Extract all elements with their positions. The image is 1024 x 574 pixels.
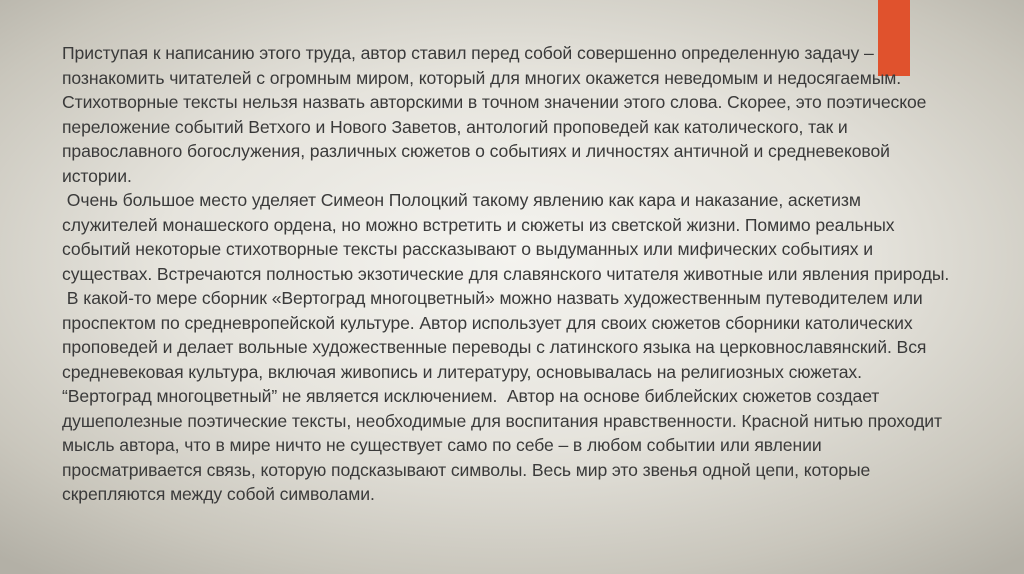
text-line: Очень большое место уделяет Симеон Полоцкий такому явлению как кара и наказание, аскетизм [62, 190, 861, 210]
text-line: познакомить читателей с огромным миром, который для многих окажется неведомым и недосягаемым. [62, 67, 902, 88]
text-line: Стихотворные тексты нельзя назвать авторскими в точном значении этого слова. Скорее, это поэтическое [62, 92, 927, 112]
text-line: В какой-то мере сборник «Вертоград многоцветный» можно назвать художественным путеводителем или [62, 288, 923, 308]
text-line: скрепляются между собой символами. [62, 484, 375, 504]
slide-body-text [62, 41, 1002, 507]
text-line: служителей монашеского ордена, но можно встретить и сюжеты из светской жизни. Помимо реальных [62, 214, 895, 235]
text-line: проповедей и делает вольные художественные переводы с латинского языка на церковнославянский. Вся [62, 337, 927, 357]
text-line: истории. [62, 165, 132, 186]
text-line: просматривается связь, которую подсказывают символы. Весь мир это звенья одной цепи, которые [62, 459, 871, 480]
text-line: “Вертоград многоцветный” не является исключением. Автор на основе библейских сюжетов создает [62, 386, 880, 406]
text-line: мысль автора, что в мире ничто не существует само по себе – в любом событии или явлении [62, 435, 822, 455]
text-line: переложение событий Ветхого и Нового Заветов, антологий проповедей как католического, так и [62, 116, 848, 137]
text-line: проспектом по средневропейской культуре. Автор использует для своих сюжетов сборники католических [62, 312, 913, 333]
text-line: событий некоторые стихотворные тексты рассказывают о выдуманных или мифических событиях и [62, 239, 873, 259]
text-line: средневековая культура, включая живопись и литературу, основывалась на религиозных сюжетах. [62, 361, 862, 382]
text-line: Приступая к написанию этого труда, автор ставил перед собой совершенно определенную задачу – [62, 43, 874, 63]
text-line: существах. Встречаются полностью экзотические для славянского читателя животные или явления природы. [62, 263, 950, 284]
text-line: душеполезные поэтические тексты, необходимые для воспитания нравственности. Красной нитью проходит [62, 410, 942, 431]
text-line: православного богослужения, различных сюжетов о событиях и личностях античной и средневековой [62, 141, 890, 161]
